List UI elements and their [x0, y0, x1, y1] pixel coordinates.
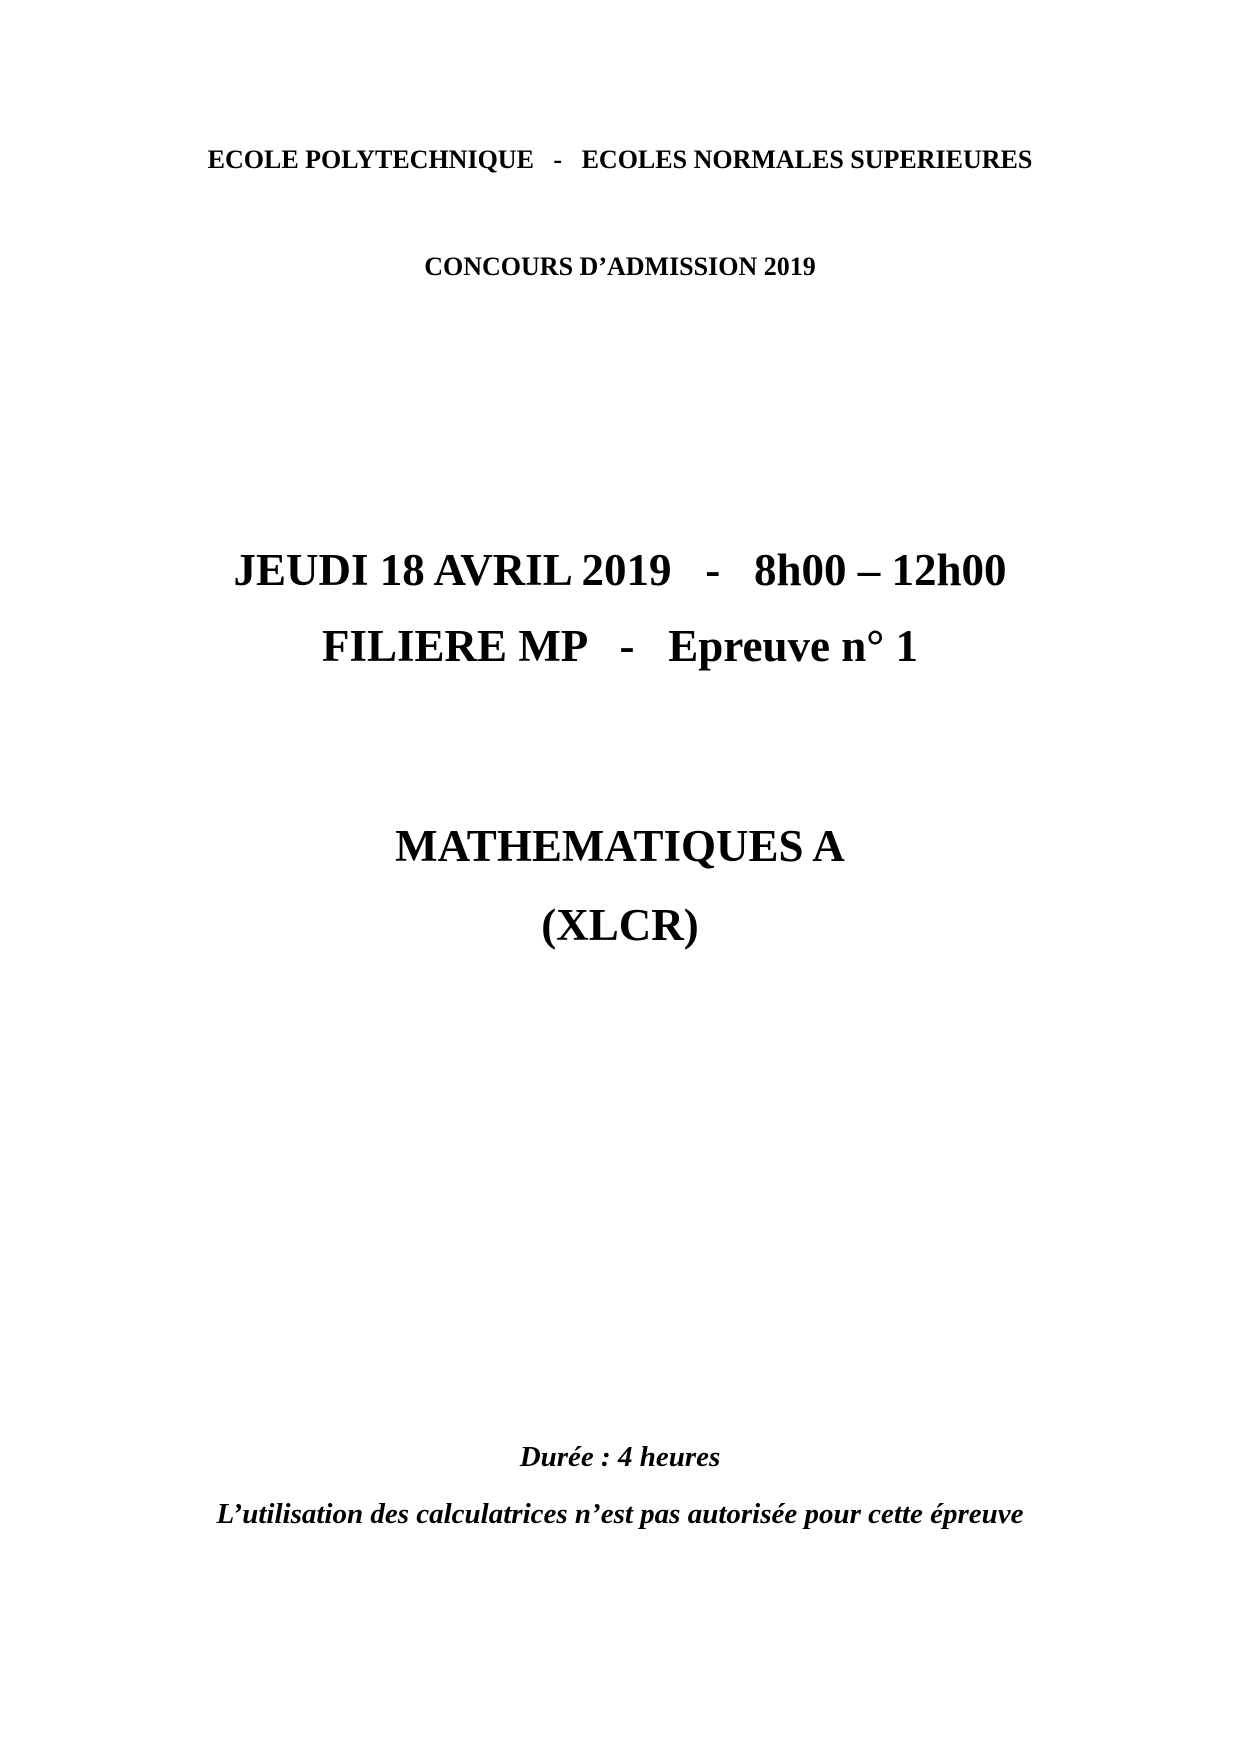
calculator-notice: L’utilisation des calculatrices n’est pas autorisée pour cette épreuve — [216, 1498, 1024, 1530]
concours-title: CONCOURS D’ADMISSION 2019 — [424, 252, 816, 281]
subject-title: MATHEMATIQUES A — [395, 821, 845, 871]
institutions-header: ECOLE POLYTECHNIQUE - ECOLES NORMALES SUPERIEURES — [207, 145, 1033, 174]
subject-code: (XLCR) — [541, 900, 699, 950]
exam-filiere: FILIERE MP - Epreuve n° 1 — [322, 621, 918, 671]
exam-date-time: JEUDI 18 AVRIL 2019 - 8h00 – 12h00 — [233, 545, 1007, 595]
exam-duration: Durée : 4 heures — [519, 1441, 721, 1473]
